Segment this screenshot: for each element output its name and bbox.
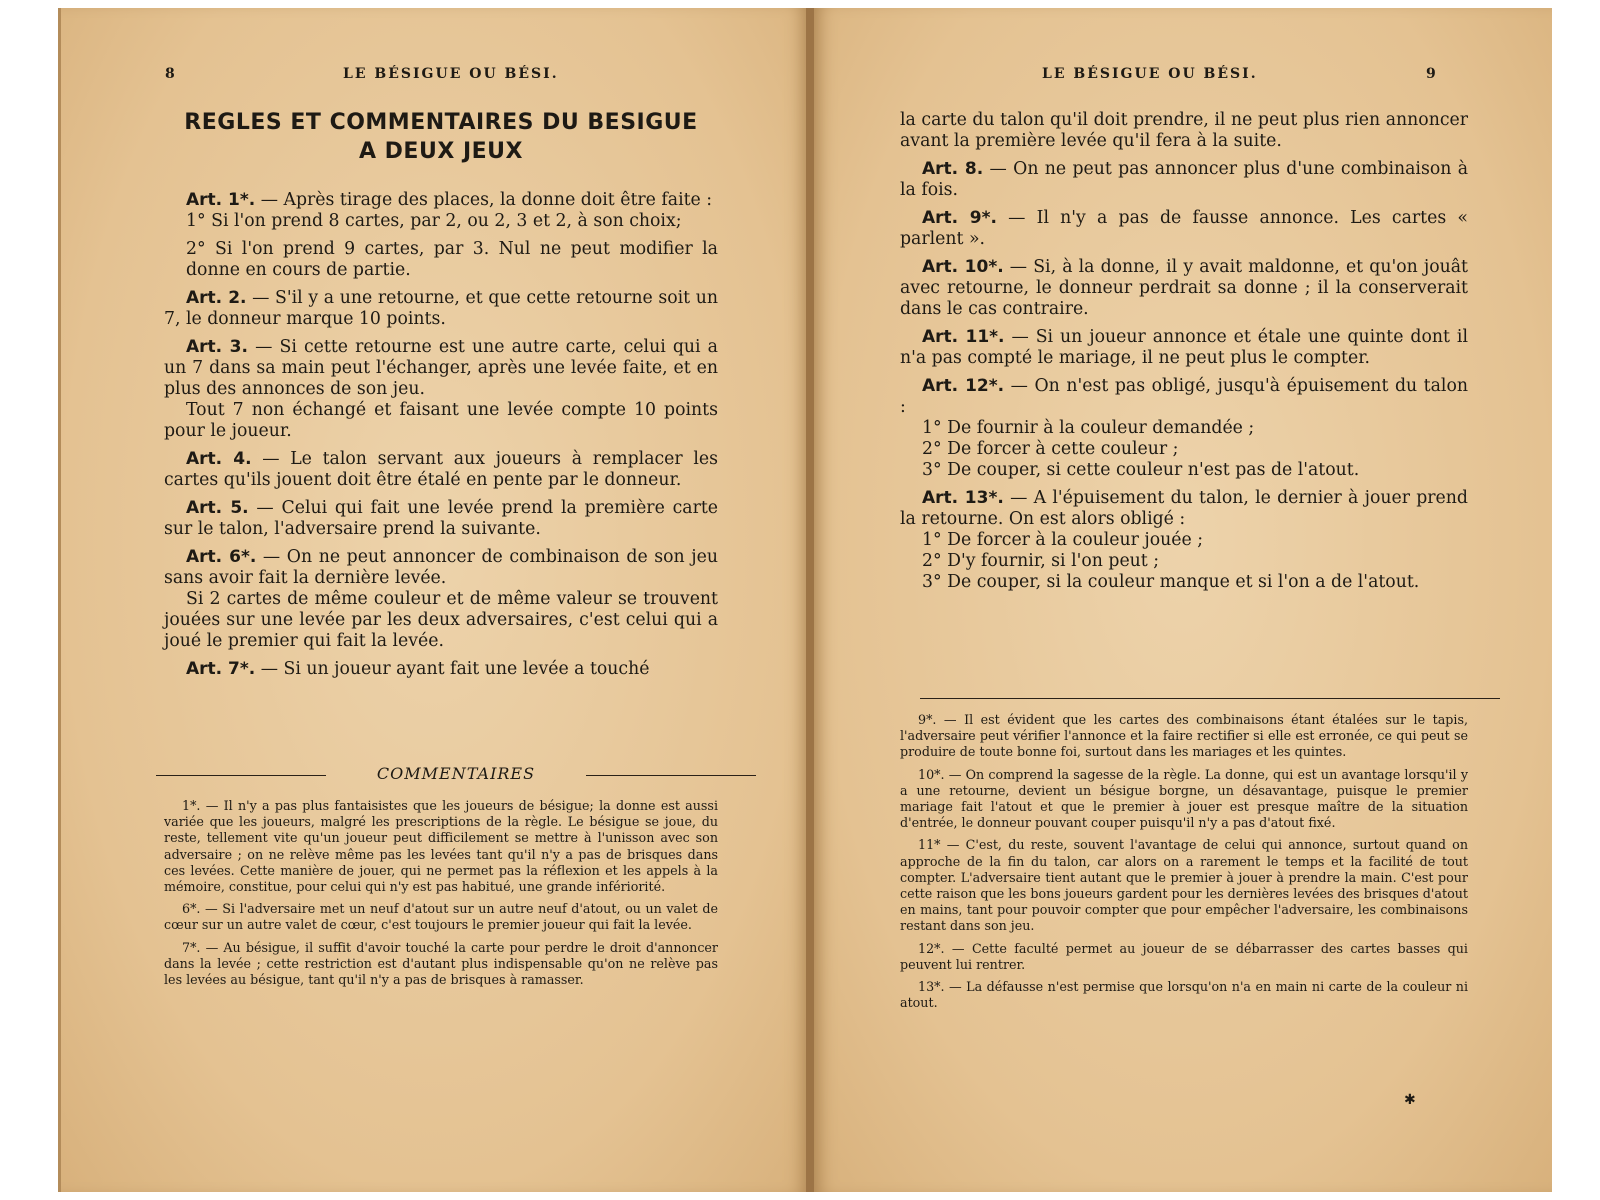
article-10-label: Art. 10*. [922,257,1004,277]
article-8-text: — On ne peut pas annoncer plus d'une combinaison à la fois. [900,159,1468,200]
left-rules-text [164,190,718,687]
article-7-text: — Si un joueur ayant fait une levée a touché [255,659,650,679]
article-2-label: Art. 2. [186,288,247,308]
article-13-item-2: 2° D'y fournir, si l'on peut ; [922,551,1160,571]
right-page [814,8,1552,1192]
left-running-head: LE BÉSIGUE OU BÉSI. [343,66,559,82]
article-3-paragraph-2: Tout 7 non échangé et faisant une levée compte 10 points pour le joueur. [164,400,718,441]
article-8-label: Art. 8. [922,159,984,179]
comment-9: 9*. — Il est évident que les cartes des combinaisons étant étalées sur le tapis, l'adversaire peut vérifier l'annonce et la faire rectifier si elle est erronée, ce qui peut se produire de toute bonne foi, surtout dans les mariages et les quintes. [900,712,1468,760]
article-9-text: — Il n'y a pas de fausse annonce. Les cartes « parlent ». [900,208,1468,249]
article-13 [900,488,1468,530]
article-7-continued: la carte du talon qu'il doit prendre, il ne peut plus rien annoncer avant la première levée qu'il fera à la suite. [900,110,1468,151]
article-13-item-1: 1° De forcer à la couleur jouée ; [922,530,1204,550]
end-ornament-icon: ✱ [1404,1092,1416,1108]
title-line-2: A DEUX JEUX [358,139,523,164]
article-12 [900,376,1468,418]
article-12-item-2: 2° De forcer à cette couleur ; [922,439,1179,459]
comment-7: 7*. — Au bésigue, il suffit d'avoir touché la carte pour perdre le droit d'annoncer dans la levée ; cette restriction est d'autant plus indispensable qu'on ne relève pas les levées au bésigue, tant qu'il n'y a pas de brisques à ramasser. [164,939,718,988]
article-1-label: Art. 1*. [186,190,256,210]
article-13-item-3: 3° De couper, si la couleur manque et si l'on a de l'atout. [922,572,1420,592]
right-rules-text [900,110,1468,600]
article-7 [164,659,718,680]
article-6-paragraph-2: Si 2 cartes de même couleur et de même valeur se trouvent jouées sur une levée par les deux adversaires, c'est celui qui a joué le premier qui fait la levée. [164,589,718,651]
comment-13: 13*. — La défausse n'est permise que lorsqu'on n'a en main ni carte de la couleur ni atout. [900,979,1468,1011]
article-6-text: — On ne peut annoncer de combinaison de son jeu sans avoir fait la dernière levée. [164,547,718,588]
article-4-label: Art. 4. [186,449,252,469]
article-12-item-3: 3° De couper, si cette couleur n'est pas de l'atout. [922,460,1360,480]
article-1-text: — Après tirage des places, la donne doit être faite : [255,190,713,210]
article-6 [164,547,718,589]
comment-11: 11* — C'est, du reste, souvent l'avantage de celui qui annonce, surtout quand on approche de la fin du talon, car alors on a rarement le temps et la facilité de tout compter. L'adversaire tient autant que le premier à jouer à prendre la main. C'est pour cette raison que les bons joueurs gardent pour les dernières levées des brisques d'atout en mains, tant pour pouvoir compter que pour empêcher l'adversaire, les combinaisons restant dans son jeu. [900,837,1468,934]
article-2 [164,288,718,330]
article-3-label: Art. 3. [186,337,248,357]
article-4 [164,449,718,491]
article-7-label: Art. 7*. [186,659,256,679]
right-commentaries [900,712,1468,1017]
article-5-text: — Celui qui fait une levée prend la première carte sur le talon, l'adversaire prend la suivante. [164,498,718,539]
article-11 [900,327,1468,369]
comment-12: 12*. — Cette faculté permet au joueur de se débarrasser des cartes basses qui peuvent lui rentrer. [900,940,1468,972]
left-page [58,8,808,1192]
article-13-label: Art. 13*. [922,488,1004,508]
article-10 [900,257,1468,320]
left-commentaries [164,798,718,994]
heading-rule-right [586,775,756,776]
left-page-number: 8 [165,66,177,82]
comment-10: 10*. — On comprend la sagesse de la règle. La donne, qui est un avantage lorsqu'il y a une retourne, devient un bésigue borgne, un désavantage, puisque le premier mariage fait l'atout et que le premier à jouer est presque maître de la situation d'entrée, le donneur pouvant couper puisqu'il n'y a pas d'atout fixé. [900,766,1468,831]
article-5-label: Art. 5. [186,498,249,518]
comment-6: 6*. — Si l'adversaire met un neuf d'atout sur un autre neuf d'atout, ou un valet de cœur sur un autre valet de cœur, c'est toujours le premier joueur qui fait la levée. [164,901,718,933]
right-running-head: LE BÉSIGUE OU BÉSI. [1042,66,1258,82]
article-4-text: — Le talon servant aux joueurs à remplacer les cartes qu'ils jouent doit être étalé en pente par le donneur. [164,449,718,490]
commentaires-heading [156,764,756,784]
article-12-item-1: 1° De fournir à la couleur demandée ; [922,418,1255,438]
right-page-number: 9 [1426,66,1438,82]
open-book [58,8,1552,1192]
article-3-text: — Si cette retourne est une autre carte, celui qui a un 7 dans sa main peut l'échanger, après une levée faite, et en plus des annonces de son jeu. [164,337,718,399]
article-9 [900,208,1468,250]
article-12-label: Art. 12*. [922,376,1005,396]
article-8 [900,159,1468,201]
comment-1: 1*. — Il n'y a pas plus fantaisistes que les joueurs de bésigue; la donne est aussi variée que les joueurs, malgré les prescriptions de la règle. Le bésigue se joue, du reste, tellement vite qu'un joueur peut difficilement se mettre à l'unisson avec son adversaire ; on ne relève même pas les levées tant qu'il n'y a pas de brisques dans ces levées. Cette manière de jouer, qui ne permet pas la réflexion et les appels à la mémoire, constitue, pour celui qui n'y est pas habitué, une grande infériorité. [164,798,718,895]
article-12-text: — On n'est pas obligé, jusqu'à épuisement du talon : [900,376,1468,417]
article-13-text: — A l'épuisement du talon, le dernier à jouer prend la retourne. On est alors obligé : [900,488,1468,529]
article-6-label: Art. 6*. [186,547,257,567]
footnote-rule [920,698,1500,699]
article-11-label: Art. 11*. [922,327,1005,347]
chapter-title [161,108,721,166]
article-3 [164,337,718,400]
article-11-text: — Si un joueur annonce et étale une quinte dont il n'a pas compté le mariage, il ne peut plus le compter. [900,327,1468,368]
article-10-text: — Si, à la donne, il y avait maldonne, et qu'on jouât avec retourne, le donneur perdrait sa donne ; il la conserverait dans le cas contraire. [900,257,1468,319]
commentaires-label: COMMENTAIRES [376,764,536,783]
article-5 [164,498,718,540]
article-2-text: — S'il y a une retourne, et que cette retourne soit un 7, le donneur marque 10 points. [164,288,718,329]
title-line-1: REGLES ET COMMENTAIRES DU BESIGUE [184,110,698,135]
article-1-item-2: 2° Si l'on prend 9 cartes, par 3. Nul ne peut modifier la donne en cours de partie. [186,239,718,280]
article-1-item-1: 1° Si l'on prend 8 cartes, par 2, ou 2, 3 et 2, à son choix; [186,211,682,231]
article-9-label: Art. 9*. [922,208,997,228]
article-1 [164,190,718,211]
